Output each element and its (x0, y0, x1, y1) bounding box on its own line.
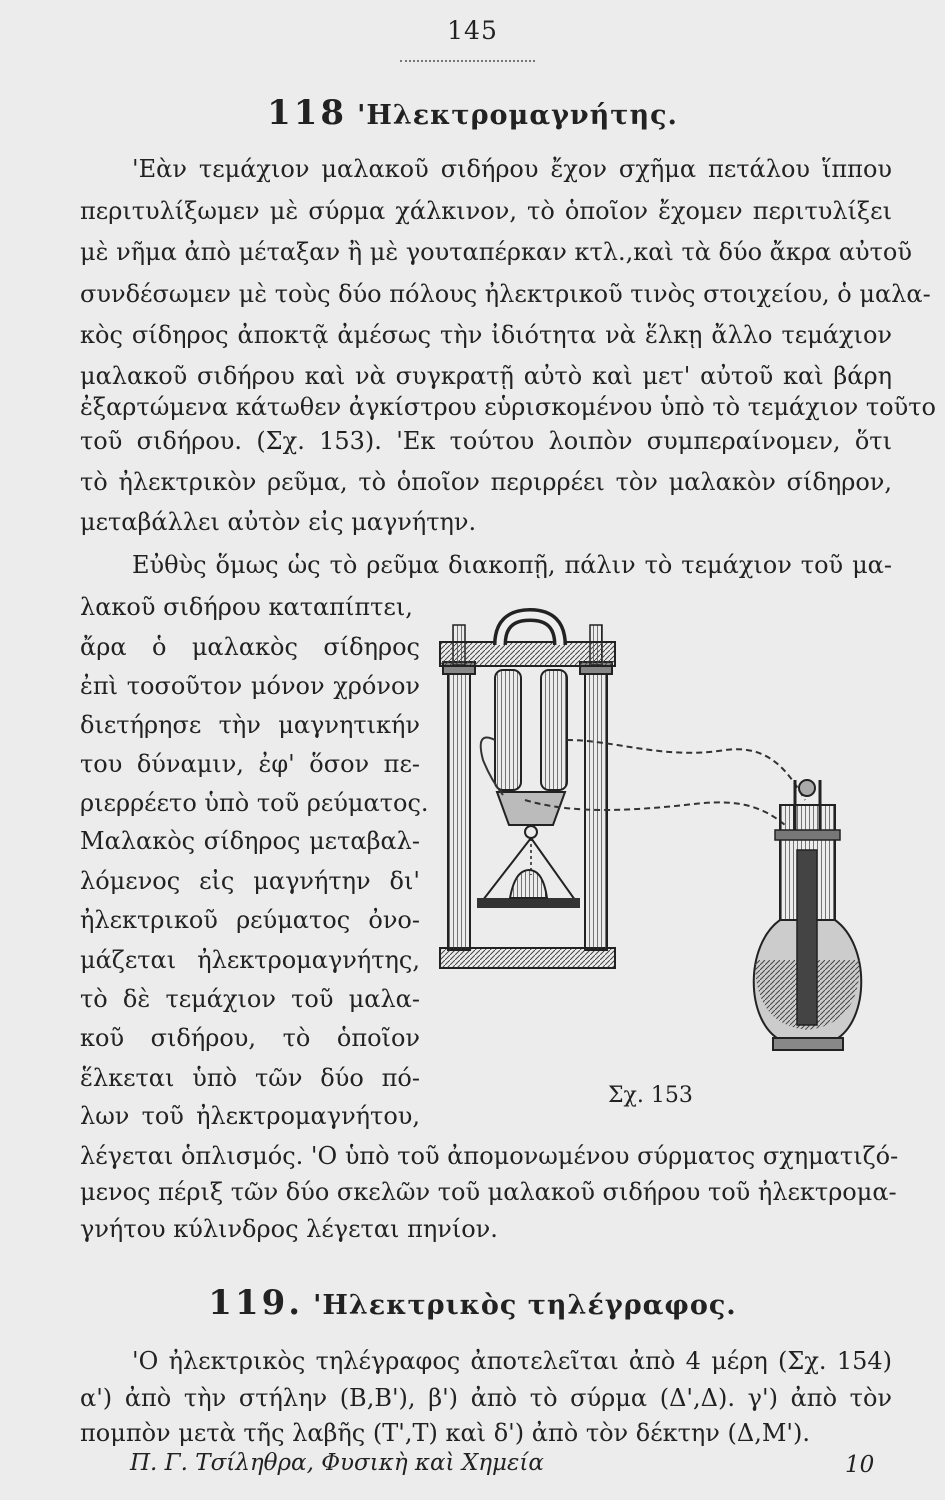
p2-line: τὸ δὲ τεμάχιον τοῦ μαλα- (80, 985, 420, 1013)
p2-line: Μαλακὸς σίδηρος μεταβαλ- (80, 827, 420, 855)
p1-line: ἐξαρτώμενα κάτωθεν ἀγκίστρου εὑρισκομένου ὑπὸ τὸ τεμάχιον τοῦτο (80, 393, 936, 421)
p2-line: διετήρησε τὴν μαγνητικήν (80, 711, 420, 739)
section-119-number: 119. (208, 1283, 304, 1323)
p2-line: λέγεται ὁπλισμός. 'Ο ὑπὸ τοῦ ἀπομονωμένου σύρματος σχηματιζό- (80, 1142, 899, 1170)
section-118-title: 'Ηλεκτρομαγνήτης. (357, 100, 678, 131)
p2-line: λακοῦ σιδήρου καταπίπτει, (80, 593, 413, 621)
figure-caption: Σχ. 153 (608, 1083, 693, 1108)
p2-line: του δύναμιν, ἐφ' ὅσον πε- (80, 750, 420, 778)
p1-line: τὸ ἠλεκτρικὸν ρεῦμα, τὸ ὁποῖον περιρρέει τὸν μαλακὸν σίδηρον, (80, 468, 892, 496)
p1-line: μεταβάλλει αὐτὸν εἰς μαγνήτην. (80, 508, 477, 536)
p1-line: κὸς σίδηρος ἀποκτᾷ ἀμέσως τὴν ἰδιότητα νὰ ἕλκῃ ἄλλο τεμάχιον (80, 321, 892, 349)
p2-line: λων τοῦ ἠλεκτρομαγνήτου, (80, 1102, 420, 1130)
p1-line: μαλακοῦ σιδήρου καὶ νὰ συγκρατῇ αὐτὸ καὶ μετ' αὐτοῦ καὶ βάρη (80, 362, 892, 390)
p2-line: ἕλκεται ὑπὸ τῶν δύο πό- (80, 1064, 420, 1092)
p2-line: Εὐθὺς ὅμως ὡς τὸ ρεῦμα διακοπῇ, πάλιν τὸ τεμάχιον τοῦ μα- (132, 551, 892, 579)
p119-line: α') ἀπὸ τὴν στήλην (Β,Β'), β') ἀπὸ τὸ σύρμα (Δ',Δ). γ') ἀπὸ τὸν (80, 1384, 892, 1412)
p2-line: ριερρέετο ὑπὸ τοῦ ρεύματος. (80, 789, 429, 817)
p1-line: περιτυλίξωμεν μὲ σύρμα χάλκινον, τὸ ὁποῖον ἔχομεν περιτυλίξει (80, 197, 892, 225)
p2-line: γνήτου κύλινδρος λέγεται πηνίον. (80, 1215, 498, 1243)
p1-line: 'Εὰν τεμάχιον μαλακοῦ σιδήρου ἔχον σχῆμα πετάλου ἵππου (132, 155, 892, 183)
header-rule (400, 60, 535, 62)
p119-line: πομπὸν μετὰ τῆς λαβῆς (Τ',Τ) καὶ δ') ἀπὸ τὸν δέκτην (Δ,Μ'). (80, 1419, 811, 1447)
section-118-number: 118 (267, 93, 348, 133)
p1-line: συνδέσωμεν μὲ τοὺς δύο πόλους ἠλεκτρικοῦ τινὸς στοιχείου, ὁ μαλα- (80, 280, 931, 308)
footer-signature-number: 10 (845, 1452, 875, 1478)
footer-book-title: Π. Γ. Τσίληθρα, Φυσικὴ καὶ Χημεία (130, 1450, 544, 1476)
p2-line: μενος πέριξ τῶν δύο σκελῶν τοῦ μαλακοῦ σιδήρου τοῦ ἠλεκτρομα- (80, 1178, 897, 1206)
p119-line: 'Ο ἠλεκτρικὸς τηλέγραφος ἀποτελεῖται ἀπὸ 4 μέρη (Σχ. 154) (132, 1347, 892, 1375)
p2-line: κοῦ σιδήρου, τὸ ὁποῖον (80, 1024, 420, 1052)
p1-line: μὲ νῆμα ἀπὸ μέταξαν ἢ μὲ γουταπέρκαν κτλ.,καὶ τὰ δύο ἄκρα αὐτοῦ (80, 238, 912, 266)
section-119-title: 'Ηλεκτρικὸς τηλέγραφος. (313, 1290, 737, 1321)
p2-line: ἄρα ὁ μαλακὸς σίδηρος (80, 633, 420, 661)
p1-line: τοῦ σιδήρου. (Σχ. 153). 'Εκ τούτου λοιπὸν συμπεραίνομεν, ὅτι (80, 427, 892, 455)
p2-line: ἐπὶ τοσοῦτον μόνον χρόνον (80, 672, 420, 700)
page-number: 145 (447, 16, 498, 45)
section-119-heading (0, 1283, 945, 1323)
p2-line: ἠλεκτρικοῦ ρεύματος ὀνο- (80, 906, 420, 934)
p2-line: μάζεται ἠλεκτρομαγνήτης, (80, 946, 420, 974)
p2-line: λόμενος εἰς μαγνήτην δι' (80, 867, 420, 895)
section-118-heading (0, 93, 945, 133)
electromagnet-illustration (425, 600, 870, 1090)
